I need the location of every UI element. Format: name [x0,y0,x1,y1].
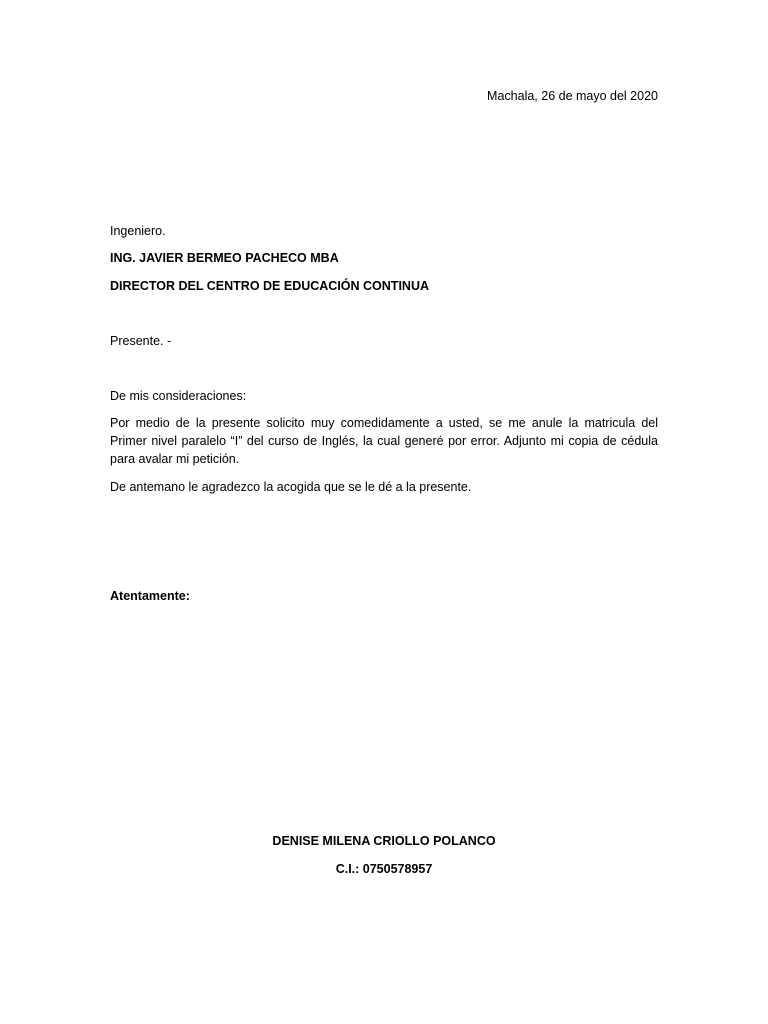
closing-line: Atentamente: [110,589,190,603]
presente-line: Presente. - [110,334,172,348]
salutation-title: Ingeniero. [110,224,166,238]
letter-date: Machala, 26 de mayo del 2020 [487,89,658,103]
recipient-position: DIRECTOR DEL CENTRO DE EDUCACIÓN CONTINUA [110,279,429,293]
signer-id: C.I.: 0750578957 [335,862,433,876]
signer-name: DENISE MILENA CRIOLLO POLANCO [272,834,496,848]
body-paragraph-1: Por medio de la presente solicito muy comedidamente a usted, se me anule la matricula del Primer nivel paralelo “I” del curso de Inglés, la cual generé por error. Adjunto mi copia de cédula para avalar mi petición. [110,416,658,466]
greeting-line: De mis consideraciones: [110,389,247,403]
body-paragraph-2: De antemano le agradezco la acogida que se le dé a la presente. [110,480,472,494]
recipient-name: ING. JAVIER BERMEO PACHECO MBA [110,251,339,265]
